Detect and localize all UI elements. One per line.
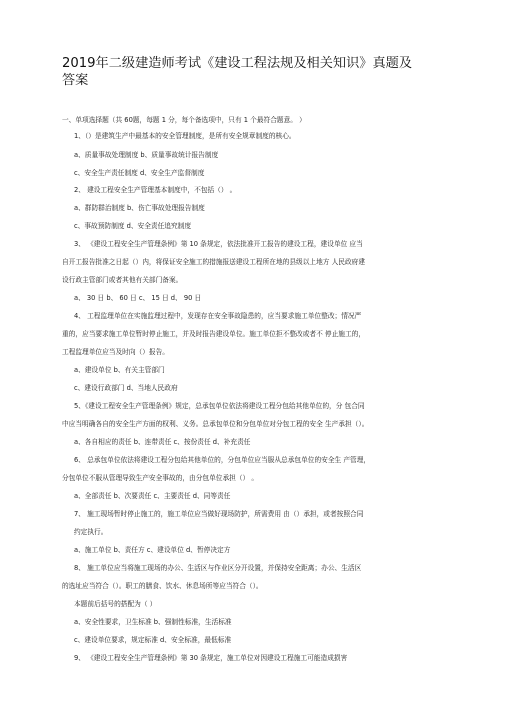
- question-9-line-1: 9、 《建设工程安全生产管理条例》第 30 条规定，施工单位对因建设工程施工可能造成损害: [74, 654, 348, 662]
- question-8-options-ab: a、安全性要求，卫生标准 b、强制性标准，生活标准: [74, 618, 232, 626]
- question-2-options-cd: c、事故预防制度 d、安全责任追究制度: [74, 222, 192, 230]
- question-3-line-3: 设行政主管部门或者其他有关部门备案。: [62, 276, 183, 284]
- question-8-options-cd: c、建设单位要求，规定标准 d、安全标准，最低标准: [74, 636, 232, 644]
- question-4-line-1: 4、 工程监理单位在实施监理过程中，发现存在安全事故隐患的，应当要求施工单位整改；情况严: [74, 312, 362, 320]
- question-6-line-2: 分包单位不服从管理导致生产安全事故的，由分包单位承担（） 。: [62, 474, 259, 482]
- question-8-note: 本题前后括号的搭配为（ ）: [74, 600, 157, 608]
- question-5-line-1: 5、《建设工程安全生产管理条例》规定，总承包单位依法将建设工程分包给其他单位的，分 包合同: [74, 402, 365, 410]
- question-1-options-cd: c、安全生产责任制度 d、安全生产监督制度: [74, 169, 205, 177]
- title-line-1: 2019年二级建造师考试《建设工程法规及相关知识》真题及: [62, 56, 413, 71]
- question-6-options: a、全部责任 b、次要责任 c、主要责任 d、同等责任: [74, 492, 231, 500]
- question-4-line-2: 重的，应当要求施工单位暂时停止施工，并及时报告建设单位。施工单位拒不整改或者不 停止施工的，: [62, 330, 366, 338]
- section-heading: 一、单项选择题（共 60题，每题 1 分，每个备选项中，只有 1 个最符合题意。 ）: [62, 116, 306, 124]
- question-4-options-ab: a、建设单位 b、有关主管部门: [74, 366, 165, 374]
- question-1: 1、（）是建筑生产中最基本的安全管理制度，是所有安全规章制度的核心。: [74, 132, 296, 140]
- question-8-line-1: 8、 施工单位应当将施工现场的办公、生活区与作业区分开设置，并保持安全距离；办公、生活区: [74, 564, 362, 572]
- question-3-options: a、 30 日 b、 60 日 c、 15 日 d、 90 日: [74, 294, 202, 302]
- question-7-line-2: 约定执行。: [74, 528, 108, 536]
- question-5-options: a、各自相应的责任 b、连带责任 c、按份责任 d、补充责任: [74, 438, 251, 446]
- question-2: 2、 建设工程安全生产管理基本制度中，不包括（） 。: [74, 186, 237, 194]
- question-3-line-2: 自开工报告批准之日起（）内，将保证安全施工的措施报送建设工程所在地的县级以上地方 人民政府建: [62, 258, 366, 266]
- question-3-line-1: 3、 《建设工程安全生产管理条例》第 10 条规定，依法批准开工报告的建设工程，建设单位 应当: [74, 240, 363, 248]
- title-line-2: 答案: [62, 73, 89, 88]
- document-title: [62, 55, 452, 89]
- question-6-line-1: 6、 总承包单位依法将建设工程分包给其他单位的，分包单位应当服从总承包单位的安全生 产管理，: [74, 456, 371, 464]
- question-4-options-cd: c、建设行政部门 d、当地人民政府: [74, 384, 178, 392]
- question-7-line-1: 7、 施工现场暂时停止施工的，施工单位应当做好现场防护，所需费用 由（）承担，或者按照合同: [74, 510, 364, 518]
- question-5-line-2: 中应当明确各自的安全生产方面的权利、义务。总承包单位和分包单位对分包工程的安全 生产承担（）。: [62, 420, 369, 428]
- question-4-line-3: 工程监理单位应当及时向（）报告。: [62, 348, 169, 356]
- question-2-options-ab: a、群防群治制度 b、伤亡事故处理报告制度: [74, 204, 205, 212]
- question-1-options-ab: a、质量事故处理制度 b、质量事故统计报告制度: [74, 151, 219, 159]
- question-7-options: a、施工单位 b、责任方 c、建设单位 d、暂停决定方: [74, 546, 231, 554]
- question-8-line-2: 的选址应当符合（）。职工的膳食、饮水、休息场所等应当符合（）。: [62, 582, 263, 590]
